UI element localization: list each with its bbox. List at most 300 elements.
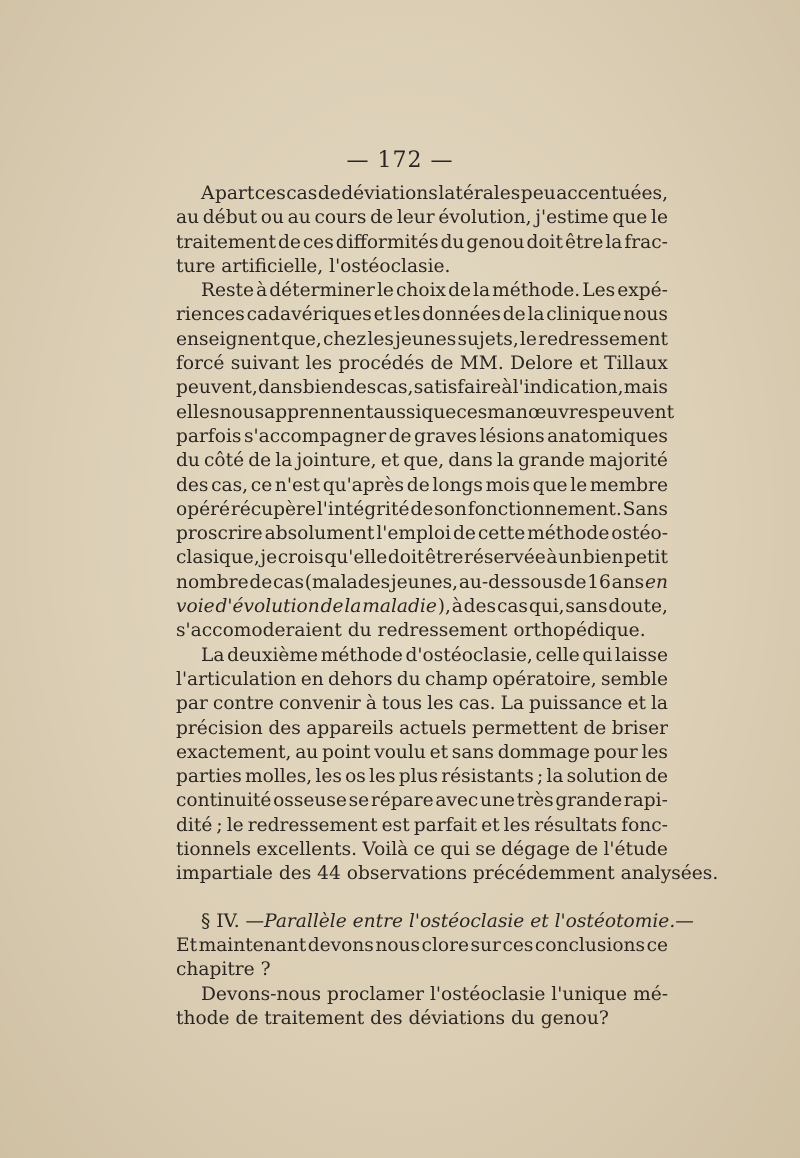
- word: clore: [421, 934, 469, 956]
- word: j'estime: [535, 207, 609, 229]
- word: de: [370, 207, 394, 229]
- word: part: [214, 183, 255, 204]
- word: qui,: [528, 596, 565, 618]
- word: de: [317, 183, 341, 204]
- word: puissance: [529, 693, 623, 715]
- word: côté: [204, 450, 245, 472]
- word: le: [651, 207, 668, 229]
- word: Delore: [510, 353, 574, 375]
- word: de: [406, 474, 430, 496]
- text-line: [176, 425, 668, 449]
- word: majorité: [588, 450, 668, 472]
- word: cette: [477, 523, 526, 545]
- word: un: [558, 547, 583, 569]
- word: peu: [520, 183, 556, 204]
- word: du: [396, 668, 421, 690]
- word: proclamer: [327, 983, 425, 1005]
- word: déterminer: [269, 280, 375, 302]
- word: évolution,: [438, 207, 532, 229]
- word: de: [320, 596, 344, 618]
- word: et: [429, 741, 449, 763]
- section-heading: [176, 910, 694, 934]
- word: genou: [466, 231, 525, 253]
- word: convenir: [278, 693, 361, 715]
- word: grande: [555, 790, 623, 812]
- word: actuels: [399, 717, 467, 739]
- word: cas,: [376, 377, 414, 399]
- word: elles: [176, 401, 220, 423]
- word: La: [201, 644, 225, 666]
- word: Devons-nous: [201, 983, 322, 1005]
- word: à: [546, 547, 558, 569]
- word: le: [226, 814, 244, 836]
- word: et: [627, 693, 646, 715]
- text-line: [176, 838, 668, 862]
- text-line: [176, 279, 668, 303]
- text-line: [176, 595, 668, 619]
- word: de: [583, 717, 607, 739]
- word: plus: [398, 766, 439, 788]
- word: Les: [582, 280, 616, 302]
- word: La: [500, 693, 525, 715]
- word: tionnels: [176, 839, 252, 861]
- word: dans: [448, 450, 493, 472]
- word: ce: [413, 839, 435, 861]
- word: les: [315, 766, 342, 788]
- word: proscrire: [176, 523, 263, 545]
- word: membre: [589, 474, 668, 496]
- text-line: [176, 692, 668, 716]
- word: l'étude: [603, 839, 668, 861]
- text-line: [176, 522, 668, 546]
- text-line: [176, 958, 668, 982]
- text-line: [176, 717, 668, 741]
- word: ;: [216, 814, 223, 836]
- word: 16: [587, 571, 611, 593]
- word: doit: [387, 547, 425, 569]
- word: exactement,: [176, 741, 292, 763]
- text-line: [176, 668, 668, 692]
- word: grande: [518, 450, 585, 472]
- word: redressement: [538, 328, 668, 350]
- word: à: [501, 377, 513, 399]
- word: ces: [302, 231, 334, 253]
- text-line: [176, 619, 668, 643]
- word: de: [448, 280, 471, 302]
- word: sur: [470, 934, 501, 956]
- word: ces: [456, 401, 488, 423]
- word: nombre: [176, 571, 249, 593]
- word: absolument: [264, 523, 375, 545]
- word: que,: [281, 328, 322, 350]
- text-line: [176, 498, 668, 522]
- word: accentuées,: [556, 183, 668, 204]
- word: pour: [593, 741, 638, 763]
- word: des: [343, 377, 377, 399]
- word: rapi-: [623, 790, 668, 812]
- word: bien: [582, 547, 624, 569]
- word: que: [612, 207, 648, 229]
- word: qui: [440, 839, 471, 861]
- line-text: ture artificielle, l'ostéoclasie.: [176, 255, 451, 277]
- word: se: [475, 839, 496, 861]
- word: enseignent: [176, 328, 280, 350]
- word: champ: [424, 668, 488, 690]
- text-line: [176, 328, 668, 352]
- word: latérales: [438, 183, 521, 204]
- word: conclusions: [534, 934, 646, 956]
- word: laisse: [614, 644, 668, 666]
- word: de: [575, 839, 599, 861]
- word: récupère: [230, 498, 316, 520]
- word: et: [481, 814, 500, 836]
- word: méthode: [527, 523, 610, 545]
- text-line: [176, 352, 668, 376]
- word: est: [381, 814, 410, 836]
- word: répare: [370, 790, 434, 812]
- word: une: [480, 790, 516, 812]
- word: de: [277, 231, 301, 253]
- word: parfois: [176, 425, 242, 447]
- word: être: [564, 231, 604, 253]
- text-line: [176, 376, 668, 400]
- word: se: [348, 790, 370, 812]
- word: les: [369, 766, 396, 788]
- word: résistants: [441, 766, 534, 788]
- word: crois: [277, 547, 324, 569]
- word: sans: [451, 741, 494, 763]
- word: du: [176, 450, 200, 472]
- word: de: [645, 766, 668, 788]
- text-line: [176, 983, 668, 1007]
- word: d'évolution: [215, 596, 320, 618]
- word: début: [202, 207, 258, 229]
- text-line: [176, 741, 668, 765]
- word: Voilà: [362, 839, 409, 861]
- word: opératoire,: [492, 668, 597, 690]
- word: opéré: [176, 498, 230, 520]
- word: cas: [496, 596, 528, 618]
- word: satisfaire: [413, 377, 502, 399]
- word: Et: [176, 934, 198, 956]
- word: permettent: [472, 717, 578, 739]
- word: cas,: [211, 474, 249, 496]
- word: l'indication,: [512, 377, 624, 399]
- word: voie: [176, 596, 215, 618]
- text-line: [176, 644, 668, 668]
- word: procédés: [338, 353, 425, 375]
- word: l'emploi: [376, 523, 451, 545]
- word: bien: [302, 377, 344, 399]
- word: à: [256, 280, 268, 302]
- word: les: [367, 328, 394, 350]
- word: chez: [322, 328, 367, 350]
- word: que: [532, 474, 568, 496]
- word: l'intégrité: [316, 498, 410, 520]
- word: dité: [176, 814, 213, 836]
- word: jeunes: [395, 328, 457, 350]
- word: méthode: [320, 644, 403, 666]
- text-line: [176, 182, 668, 206]
- word: traitement: [176, 231, 276, 253]
- word: apprennent: [264, 401, 374, 423]
- word: l'articulation: [176, 668, 297, 690]
- word: les: [427, 693, 454, 715]
- word: qu'après: [322, 474, 405, 496]
- word: de: [430, 353, 454, 375]
- text-line: [176, 231, 668, 255]
- word: ans: [611, 571, 645, 593]
- text-line: [176, 789, 668, 813]
- word: la: [275, 450, 293, 472]
- word: dégage: [501, 839, 570, 861]
- word: données: [422, 304, 501, 326]
- word: au-dessous: [458, 571, 563, 593]
- word: frac-: [624, 231, 668, 253]
- word: très: [516, 790, 554, 812]
- word: fonc-: [621, 814, 668, 836]
- word: ;: [536, 766, 544, 788]
- word: je: [260, 547, 278, 569]
- word: la: [546, 766, 564, 788]
- word: réservée: [463, 547, 546, 569]
- word: devons: [307, 934, 374, 956]
- word: à: [365, 693, 377, 715]
- word: ),: [437, 596, 451, 618]
- line-text: chapitre ?: [176, 959, 271, 981]
- word: mois: [485, 474, 530, 496]
- section-prefix: § IV. —: [201, 910, 265, 932]
- text-line: [176, 206, 668, 230]
- word: sans: [565, 596, 608, 618]
- word: doute,: [608, 596, 668, 618]
- line-text: thode de traitement des déviations du genou?: [176, 1007, 609, 1029]
- word: doit: [526, 231, 563, 253]
- word: la: [473, 280, 491, 302]
- word: au: [295, 741, 319, 763]
- word: Tillaux: [604, 353, 668, 375]
- word: dommage: [497, 741, 591, 763]
- word: voulu: [374, 741, 426, 763]
- word: par: [176, 693, 208, 715]
- word: du: [440, 231, 465, 253]
- word: tous: [381, 693, 423, 715]
- word: et: [380, 450, 400, 472]
- word: que: [421, 401, 457, 423]
- text-line: [176, 474, 668, 498]
- word: cours: [314, 207, 367, 229]
- word: et: [579, 353, 598, 375]
- word: cas: [286, 183, 318, 204]
- word: ces: [254, 183, 286, 204]
- text-line: [176, 765, 668, 789]
- word: que,: [403, 450, 445, 472]
- word: difformités: [335, 231, 439, 253]
- word: et: [373, 304, 393, 326]
- word: l'ostéoclasie: [429, 983, 546, 1005]
- word: maladie: [362, 596, 437, 618]
- word: les: [393, 304, 421, 326]
- word: qui: [582, 644, 613, 666]
- word: cas.: [458, 693, 496, 715]
- word: (malades: [304, 571, 391, 593]
- word: de: [502, 304, 526, 326]
- text-line: [176, 934, 668, 958]
- text-line: [176, 862, 719, 886]
- word: des: [463, 596, 497, 618]
- word: ce: [646, 934, 668, 956]
- word: les: [305, 353, 333, 375]
- word: clasique,: [176, 547, 260, 569]
- word: longs: [432, 474, 483, 496]
- word: celle: [535, 644, 580, 666]
- word: clinique: [546, 304, 622, 326]
- word: les: [641, 741, 668, 763]
- word: précision: [176, 717, 263, 739]
- word: qu'elle: [324, 547, 388, 569]
- word: l'unique: [551, 983, 628, 1005]
- word: A: [201, 183, 215, 204]
- word: son: [434, 498, 467, 520]
- text-line: [176, 814, 668, 838]
- word: la: [527, 304, 545, 326]
- section-title: Parallèle entre l'ostéoclasie et l'ostéotomie.: [264, 910, 676, 932]
- text-line: [176, 1007, 668, 1031]
- word: la: [344, 596, 362, 618]
- section-gap: [176, 887, 668, 910]
- line-text: impartiale des 44 observations précédemment analysées.: [176, 863, 719, 885]
- word: lésions: [479, 425, 545, 447]
- word: aussi: [373, 401, 422, 423]
- word: osseuse: [273, 790, 347, 812]
- word: cadavériques: [246, 304, 372, 326]
- word: jointure,: [296, 450, 377, 472]
- word: peuvent: [598, 401, 675, 423]
- word: le: [376, 280, 394, 302]
- word: dehors: [327, 668, 393, 690]
- word: peuvent,: [176, 377, 258, 399]
- word: point: [322, 741, 371, 763]
- word: deuxième: [227, 644, 319, 666]
- word: cas: [272, 571, 305, 593]
- word: mé-: [633, 983, 668, 1005]
- word: ces: [502, 934, 534, 956]
- word: appareils: [306, 717, 394, 739]
- word: Reste: [201, 280, 255, 302]
- paragraphs: [176, 182, 719, 887]
- text-line: [176, 449, 668, 473]
- word: en: [300, 668, 324, 690]
- word: suivant: [230, 353, 300, 375]
- body-text: [176, 182, 719, 1031]
- word: sujets,: [457, 328, 519, 350]
- word: riences: [176, 304, 245, 326]
- word: mais: [623, 377, 668, 399]
- word: dans: [257, 377, 303, 399]
- word: de: [563, 571, 587, 593]
- word: molles,: [245, 766, 313, 788]
- word: MM.: [459, 353, 504, 375]
- word: en: [644, 571, 668, 593]
- word: de: [248, 450, 272, 472]
- word: parties: [176, 766, 242, 788]
- word: ce: [250, 474, 273, 496]
- word: à: [451, 596, 463, 618]
- word: nous: [375, 934, 421, 956]
- word: parfait: [413, 814, 478, 836]
- word: redressement: [247, 814, 378, 836]
- word: être: [424, 547, 464, 569]
- word: expé-: [617, 280, 668, 302]
- word: ou: [260, 207, 284, 229]
- word: la: [496, 450, 514, 472]
- text-line: [176, 255, 668, 279]
- section-suffix: —: [675, 910, 694, 932]
- word: déviations: [341, 183, 438, 204]
- section-lines: [176, 934, 668, 983]
- word: continuité: [176, 790, 272, 812]
- word: maintenant: [198, 934, 307, 956]
- word: méthode.: [492, 280, 581, 302]
- page-number: — 172 —: [346, 148, 454, 173]
- word: résultats: [534, 814, 618, 836]
- word: contre: [212, 693, 274, 715]
- word: Sans: [622, 498, 668, 520]
- word: d'ostéoclasie,: [405, 644, 533, 666]
- word: s'accompagner: [243, 425, 387, 447]
- word: des: [176, 474, 209, 496]
- word: des: [268, 717, 301, 739]
- word: leur: [396, 207, 435, 229]
- word: la: [605, 231, 623, 253]
- word: le: [519, 328, 537, 350]
- word: anatomiques: [547, 425, 668, 447]
- word: au: [176, 207, 200, 229]
- word: n'est: [274, 474, 320, 496]
- word: nous: [219, 401, 265, 423]
- word: avec: [435, 790, 479, 812]
- word: le: [570, 474, 588, 496]
- closing-lines: [176, 983, 668, 1032]
- word: petit: [624, 547, 668, 569]
- word: solution: [566, 766, 642, 788]
- word: de: [452, 523, 476, 545]
- word: au: [287, 207, 311, 229]
- word: briser: [611, 717, 668, 739]
- word: graves: [414, 425, 477, 447]
- text-line: [176, 303, 668, 327]
- word: choix: [395, 280, 447, 302]
- text-line: [176, 546, 668, 570]
- word: forcé: [176, 353, 225, 375]
- word: les: [503, 814, 531, 836]
- line-text: s'accomoderaient du redressement orthopédique.: [176, 620, 646, 642]
- word: manœuvres: [487, 401, 599, 423]
- word: os: [345, 766, 366, 788]
- text-line: [176, 401, 675, 425]
- text-line: [176, 571, 668, 595]
- word: fonctionnement.: [467, 498, 622, 520]
- word: de: [388, 425, 412, 447]
- word: la: [650, 693, 668, 715]
- word: de: [249, 571, 273, 593]
- word: jeunes,: [390, 571, 459, 593]
- word: de: [410, 498, 434, 520]
- word: semble: [600, 668, 668, 690]
- word: ostéo-: [611, 523, 668, 545]
- word: nous: [623, 304, 668, 326]
- word: excellents.: [256, 839, 358, 861]
